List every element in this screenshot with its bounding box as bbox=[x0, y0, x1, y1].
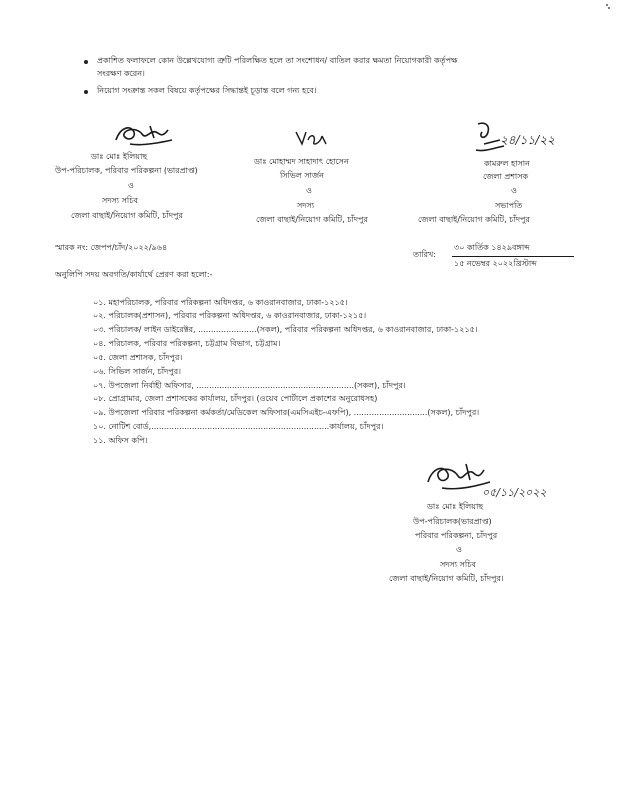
signature-image bbox=[292, 126, 332, 150]
signatory-3-role: সভাপতি bbox=[495, 201, 523, 210]
final-signatory-role: সদস্য সচিব bbox=[440, 560, 476, 569]
signatory-2-committee: জেলা বাছাই/নিয়োগ কমিটি, চাঁদপুর bbox=[256, 215, 368, 224]
recipient-item: ০৫. জেলা প্রশাসক, চাঁদপুর। bbox=[93, 353, 183, 362]
note-1-line-1: প্রকাশিত ফলাফলে কোন উল্লেখযোগ্য ত্রুটি পরিলক্ষিত হলে তা সংশোধন/ বাতিল করার ক্ষমতা নিয়োগকারী কর্তৃপক্ষ bbox=[97, 56, 458, 65]
signatory-2-and: ও bbox=[306, 186, 312, 195]
signatory-2-role: সদস্য bbox=[297, 201, 315, 210]
date-bangla: ৩০ কার্তিক ১৪২৯বঙ্গাব্দ bbox=[454, 243, 530, 252]
signatory-1-name: ডাঃ মোঃ ইলিয়াছ bbox=[91, 152, 148, 161]
handwritten-date: ০৫/১১/২০২২ bbox=[482, 486, 547, 499]
signatory-1-role: সদস্য সচিব bbox=[102, 196, 138, 205]
final-signatory-and: ও bbox=[456, 545, 462, 554]
signatory-3-title: জেলা প্রশাসক bbox=[483, 172, 529, 181]
final-signatory-office: পরিবার পরিকল্পনা, চাঁদপুর bbox=[415, 531, 498, 540]
note-2-line-1: নিয়োগ সংক্রান্ত সকল বিষয়ে কর্তৃপক্ষের সিদ্ধান্তই চূড়ান্ত বলে গন্য হবে। bbox=[97, 86, 317, 95]
recipient-item: ০৮. প্রোগ্রামার, জেলা প্রশাসকের কার্যালয়, চাঁদপুর। (ওয়েব পোর্টালে প্রকাশের অনুরোধসহ) bbox=[93, 394, 378, 403]
final-signatory-committee: জেলা বাছাই/নিয়োগ কমিটি, চাঁদপুর। bbox=[389, 574, 504, 583]
note-1-line-2: সংরক্ষণ করেন। bbox=[97, 69, 145, 78]
recipient-item: ০১. মহাপরিচালক, পরিবার পরিকল্পনা অধিদপ্তর, ৬ কাওরানবাজার, ঢাকা-১২১৫। bbox=[93, 298, 348, 307]
date-divider bbox=[452, 256, 574, 257]
bullet-icon bbox=[84, 60, 88, 64]
final-signatory-title: উপ-পরিচালক(ভারপ্রাপ্ত) bbox=[413, 517, 492, 526]
signatory-3-name: কামরুল হাসান bbox=[484, 159, 530, 168]
copy-intro: অনুলিপি সদয় অবগতি/কার্যার্থে প্রেরণ করা হলো:- bbox=[55, 270, 213, 279]
signatory-1-and: ও bbox=[128, 181, 134, 190]
scan-speck bbox=[608, 7, 610, 9]
bullet-icon bbox=[84, 90, 88, 94]
signature-image bbox=[110, 118, 180, 150]
signatory-2-title: সিভিল সার্জন bbox=[280, 171, 324, 180]
recipient-item: ০২. পরিচালক(প্রশাসন), পরিবার পরিকল্পনা অধিদপ্তর, ৬ কাওরানবাজার, ঢাকা-১২১৫। bbox=[93, 311, 367, 320]
handwritten-date: ২৪/১১/২২ bbox=[500, 133, 555, 147]
recipient-item: ০৪. পরিচালক, পরিবার পরিকল্পনা, চট্টগ্রাম বিভাগ, চট্টগ্রাম। bbox=[93, 339, 281, 348]
recipient-item: ০৯. উপজেলা পরিবার পরিকল্পনা কর্মকর্তা/মেডিকেল অফিসার(এমসিএইচ-এফপি), .............................(সকল), চাঁদপুর। bbox=[93, 408, 480, 417]
signatory-1-title: উপ-পরিচালক, পরিবার পরিকল্পনা (ভারপ্রাপ্ত) bbox=[55, 166, 198, 175]
signatory-1-committee: জেলা বাছাই/নিয়োগ কমিটি, চাঁদপুর bbox=[71, 211, 183, 220]
recipient-item: ১০. নোটিশ বোর্ড,......................................................................কার্যালয়, চাঁদপুর। bbox=[93, 422, 384, 431]
signatory-2-name: ডাঃ মোহাম্মদ সাহাদাৎ হোসেন bbox=[254, 157, 349, 166]
recipient-item: ০৩. পরিচালক/ লাইন ডাইরেক্টর, .......................(সকল), পরিবার পরিকল্পনা অধিদপ্তর, ৬ কাওরানবাজার, ঢাকা-১২১৫। bbox=[93, 325, 478, 334]
signatory-3-committee: জেলা বাছাই/নিয়োগ কমিটি, চাঁদপুর bbox=[418, 215, 530, 224]
recipient-item: ০৭. উপজেলা নির্বাহী অফিসার, ..............................................................(সকল), চাঁদপুর। bbox=[93, 381, 406, 390]
recipient-item: ০৬. সিভিল সার্জন, চাঁদপুর। bbox=[93, 367, 181, 376]
date-english: ১৫ নভেম্বর ২০২২খ্রিস্টাব্দ bbox=[454, 259, 537, 268]
date-label: তারিখ: bbox=[413, 250, 436, 259]
scan-speck bbox=[606, 4, 608, 6]
memo-reference: স্মারক নং: জেপপ/চাঁদ/২০২২/৯৬৪ bbox=[55, 243, 168, 252]
signatory-3-and: ও bbox=[511, 186, 517, 195]
recipient-item: ১১. অফিস কপি। bbox=[93, 436, 148, 445]
final-signatory-name: ডাঃ মোঃ ইলিয়াছ bbox=[427, 502, 484, 511]
